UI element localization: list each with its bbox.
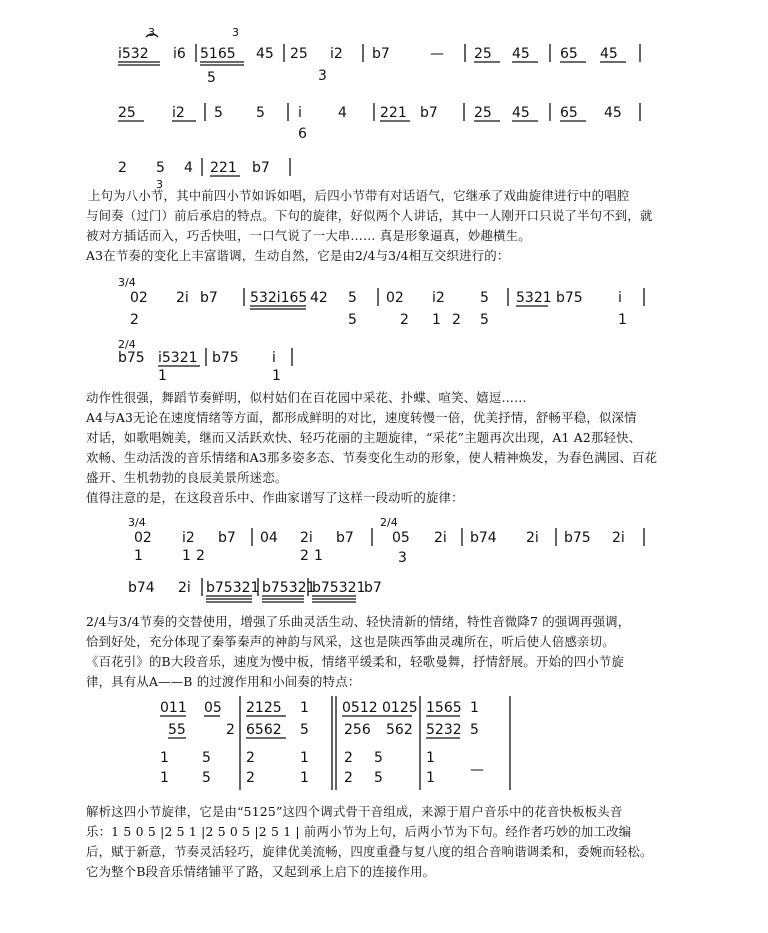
svg-text:5: 5 (374, 750, 383, 766)
svg-text:i2: i2 (182, 530, 195, 546)
svg-text:02: 02 (130, 290, 148, 306)
svg-text:25: 25 (290, 46, 308, 62)
svg-text:25: 25 (118, 105, 136, 121)
svg-text:65: 65 (560, 105, 578, 121)
svg-text:2: 2 (226, 722, 235, 738)
text-line: 恰到好处，充分体现了秦筝秦声的神韵与风采，这也是陕西筝曲灵魂所在，听后使人倍感亲切。 (86, 634, 615, 649)
svg-text:5: 5 (256, 105, 265, 121)
svg-text:5: 5 (202, 770, 211, 786)
svg-text:b75: b75 (556, 290, 583, 306)
svg-text:i2: i2 (330, 46, 343, 62)
svg-text:3: 3 (156, 178, 163, 191)
svg-text:2: 2 (400, 312, 409, 328)
svg-text:b75321: b75321 (312, 580, 366, 596)
note-group: i532 (118, 46, 149, 62)
svg-text:5165: 5165 (200, 46, 236, 62)
svg-text:b75321: b75321 (262, 580, 316, 596)
notation-block-1 (0, 26, 768, 191)
svg-text:05: 05 (392, 530, 410, 546)
svg-text:1: 1 (272, 368, 281, 384)
svg-text:—: — (470, 762, 484, 778)
svg-text:b74: b74 (128, 580, 155, 596)
text-line: 解析这四小节旋律，它是由“5125”这四个调式骨干音组成，来源于眉户音乐中的花音快板板头音 (86, 804, 623, 819)
svg-text:—: — (430, 46, 444, 62)
svg-text:02: 02 (386, 290, 404, 306)
text-line: 后，赋于新意，节奏灵活轻巧，旋律优美流畅，四度重叠与复八度的组合音响谐调柔和，委婉而轻松。 (86, 844, 653, 859)
svg-text:1: 1 (158, 368, 167, 384)
svg-text:2: 2 (344, 770, 353, 786)
svg-text:562: 562 (386, 722, 413, 738)
svg-text:04: 04 (260, 530, 278, 546)
svg-text:65: 65 (560, 46, 578, 62)
text-line: A4与A3无论在速度情绪等方面，都形成鲜明的对比，速度转慢一倍，优美抒情，舒畅平稳，似深情 (86, 410, 637, 425)
svg-text:02: 02 (134, 530, 152, 546)
svg-text:b7: b7 (336, 530, 354, 546)
text-line: A3在节奏的变化上丰富谐调，生动自然，它是由2/4与3/4相互交织进行的： (86, 248, 510, 263)
svg-text:45: 45 (512, 105, 530, 121)
svg-text:1: 1 (314, 548, 323, 564)
svg-text:45: 45 (512, 46, 530, 62)
text-line: 被对方插话而入，巧舌快咀，一口气说了一大串…… 真是形象逼真，妙趣横生。 (86, 228, 531, 243)
svg-text:256: 256 (344, 722, 371, 738)
svg-text:5: 5 (214, 105, 223, 121)
text-line: 盛开、生机勃勃的良辰美景所迷恋。 (86, 470, 288, 485)
time-signature: 3/4 (118, 276, 136, 289)
svg-text:45: 45 (256, 46, 274, 62)
svg-text:4: 4 (184, 160, 193, 176)
svg-text:b7: b7 (364, 580, 382, 596)
svg-text:1: 1 (300, 750, 309, 766)
svg-text:i5321: i5321 (158, 350, 198, 366)
svg-text:5: 5 (374, 770, 383, 786)
svg-text:i: i (298, 105, 302, 121)
svg-text:5232: 5232 (426, 722, 462, 738)
svg-text:b7: b7 (372, 46, 390, 62)
lower-note: 5 (207, 70, 216, 86)
svg-text:5: 5 (470, 722, 479, 738)
svg-text:1: 1 (300, 700, 309, 716)
svg-text:b7: b7 (218, 530, 236, 546)
text-line: 与间奏（过门）前后承启的特点。下句的旋律，好似两个人讲话，其中一人刚开口只说了半句不到，就 (86, 208, 653, 223)
svg-text:3: 3 (232, 26, 239, 39)
svg-text:2: 2 (344, 750, 353, 766)
svg-text:2: 2 (118, 160, 127, 176)
svg-text:1: 1 (426, 750, 435, 766)
svg-text:2: 2 (300, 548, 309, 564)
svg-text:2i: 2i (178, 580, 191, 596)
svg-text:45: 45 (600, 46, 618, 62)
svg-text:i: i (272, 350, 276, 366)
svg-text:221: 221 (210, 160, 237, 176)
svg-text:i2: i2 (172, 105, 185, 121)
svg-text:3: 3 (398, 550, 407, 566)
svg-text:1: 1 (182, 548, 191, 564)
svg-text:b75: b75 (564, 530, 591, 546)
svg-text:42: 42 (310, 290, 328, 306)
svg-text:6: 6 (298, 126, 307, 142)
svg-text:011: 011 (160, 700, 187, 716)
notation-row-2 (118, 103, 640, 142)
svg-text:532i165: 532i165 (250, 290, 308, 306)
notation-row-1 (118, 26, 640, 86)
svg-text:1: 1 (618, 312, 627, 328)
svg-text:2i: 2i (434, 530, 447, 546)
svg-text:55: 55 (168, 722, 186, 738)
svg-text:0512: 0512 (342, 700, 378, 716)
svg-text:5321: 5321 (516, 290, 552, 306)
svg-text:6562: 6562 (246, 722, 282, 738)
text-line: 乐：1 5 0 5 |2 5 1 |2 5 0 5 |2 5 1 | 前两小节为上句，后两小节为下句。经作者巧妙的加工改编 (86, 824, 632, 839)
svg-text:5: 5 (348, 290, 357, 306)
svg-text:1: 1 (426, 770, 435, 786)
svg-text:1: 1 (300, 770, 309, 786)
svg-text:b75: b75 (212, 350, 239, 366)
svg-text:5: 5 (202, 750, 211, 766)
paragraph-4 (86, 802, 722, 882)
svg-text:45: 45 (604, 105, 622, 121)
svg-text:1: 1 (432, 312, 441, 328)
text-line: 律，具有从A——B 的过渡作用和小间奏的特点： (86, 674, 361, 689)
svg-text:1: 1 (160, 770, 169, 786)
svg-text:b7: b7 (252, 160, 270, 176)
svg-text:05: 05 (204, 700, 222, 716)
svg-text:2: 2 (246, 750, 255, 766)
notation-block-3 (0, 512, 768, 612)
paragraph-1 (86, 186, 722, 266)
notation-block-2 (0, 272, 768, 382)
svg-text:1: 1 (160, 750, 169, 766)
svg-text:3/4: 3/4 (128, 516, 146, 529)
svg-text:0125: 0125 (382, 700, 418, 716)
svg-text:i6: i6 (173, 46, 186, 62)
svg-text:2/4: 2/4 (118, 338, 136, 351)
svg-text:b7: b7 (200, 290, 218, 306)
svg-text:b75: b75 (118, 350, 145, 366)
text-line: 2/4与3/4节奏的交替使用，增强了乐曲灵活生动、轻快清新的情绪，特性音微降7 的强调再强调， (86, 614, 631, 629)
svg-text:2: 2 (196, 548, 205, 564)
text-line: 值得注意的是，在这段音乐中、作曲家谱写了这样一段动听的旋律： (86, 490, 464, 505)
svg-text:1565: 1565 (426, 700, 462, 716)
paragraph-3 (86, 612, 722, 692)
text-line: 上句为八小节，其中前四小节如诉如唱，后四小节带有对话语气，它继承了戏曲旋律进行中的唱腔 (88, 188, 630, 203)
text-line: 《百花引》的B大段音乐，速度为慢中板，情绪平缓柔和，轻歌曼舞，抒情舒展。开始的四小节旋 (86, 654, 625, 669)
svg-text:5: 5 (300, 722, 309, 738)
notation-block-4 (0, 692, 768, 792)
svg-text:2: 2 (452, 312, 461, 328)
svg-text:2i: 2i (526, 530, 539, 546)
svg-text:4: 4 (338, 105, 347, 121)
svg-text:2: 2 (246, 770, 255, 786)
svg-text:2i: 2i (612, 530, 625, 546)
svg-text:i: i (618, 290, 622, 306)
lower-note: 3 (318, 68, 327, 84)
text-line: 动作性很强，舞蹈节奏鲜明，似村姑们在百花园中采花、扑蝶、喧笑、嬉逗…… (86, 390, 527, 405)
svg-text:5: 5 (348, 312, 357, 328)
svg-text:5: 5 (480, 312, 489, 328)
svg-text:i2: i2 (432, 290, 445, 306)
text-line: 欢畅、生动活泼的音乐情绪和A3那多姿多态、节奏变化生动的形象，使人精神焕发，为春色满园、百花 (86, 450, 658, 465)
svg-text:5: 5 (480, 290, 489, 306)
paragraph-2 (86, 388, 722, 508)
svg-text:b74: b74 (470, 530, 497, 546)
svg-text:2i: 2i (176, 290, 189, 306)
text-line: 它为整个B段音乐情绪铺平了路，又起到承上启下的连接作用。 (86, 864, 436, 879)
svg-text:b7: b7 (420, 105, 438, 121)
svg-text:b75321: b75321 (206, 580, 260, 596)
svg-text:221: 221 (380, 105, 407, 121)
svg-text:2125: 2125 (246, 700, 282, 716)
svg-text:25: 25 (474, 46, 492, 62)
triplet-number: 3 (148, 26, 155, 39)
svg-text:1: 1 (134, 548, 143, 564)
svg-text:2/4: 2/4 (380, 516, 398, 529)
svg-text:5: 5 (156, 160, 165, 176)
svg-text:2: 2 (130, 312, 139, 328)
svg-text:2i: 2i (300, 530, 313, 546)
text-line: 对话，如歌唱婉美，继而又活跃欢快、轻巧花丽的主题旋律，“采花”主题再次出现，A1 A2那轻快、 (86, 430, 642, 445)
svg-text:1: 1 (470, 700, 479, 716)
svg-text:25: 25 (474, 105, 492, 121)
